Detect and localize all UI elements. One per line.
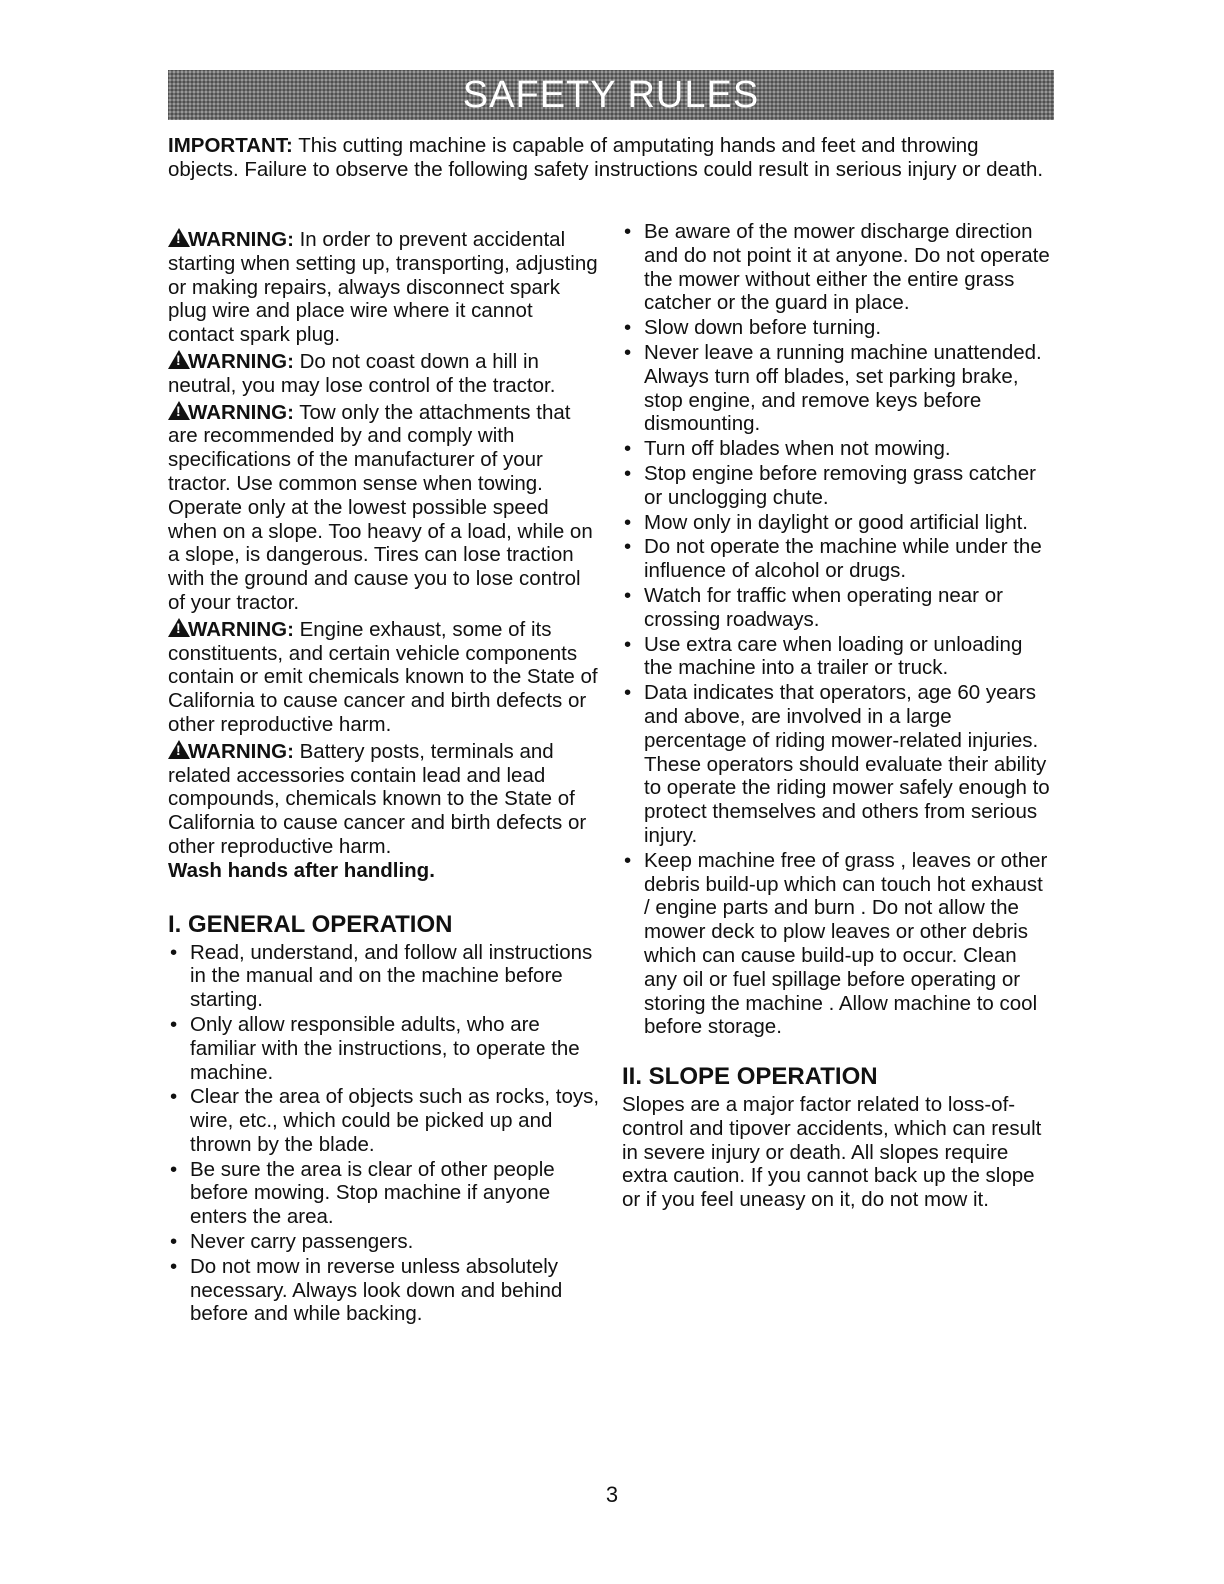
list-item: • Watch for traffic when operating near or crossing roadways.: [622, 584, 1054, 632]
warning-triangle-icon: [168, 228, 190, 247]
general-operation-list: [168, 941, 600, 1327]
left-column: [168, 228, 600, 1327]
important-notice: [168, 134, 1048, 181]
list-item: • Stop engine before removing grass catcher or unclogging chute.: [622, 462, 1054, 510]
warning-triangle-icon: [168, 350, 190, 369]
warning-text: In order to prevent accidental starting when setting up, transporting, adjusting or making repairs, always disconnect spark plug wire and place wire where it cannot contact spark plug.: [168, 228, 598, 347]
general-operation-heading: I. GENERAL OPERATION: [168, 910, 453, 938]
list-item: • Turn off blades when not mowing.: [622, 437, 1054, 461]
warning-engine-exhaust: [168, 618, 600, 737]
warning-label: WARNING:: [188, 617, 294, 641]
list-item: • Do not operate the machine while under the influence of alcohol or drugs.: [622, 535, 1054, 583]
warning-coast-downhill: [168, 350, 600, 398]
warning-towing: [168, 401, 600, 615]
list-item: • Use extra care when loading or unloading the machine into a trailer or truck.: [622, 633, 1054, 681]
wash-hands-notice: Wash hands after handling.: [168, 858, 435, 882]
warning-label: WARNING:: [188, 400, 294, 424]
warning-label: WARNING:: [188, 228, 294, 251]
list-item: • Data indicates that operators, age 60 years and above, are involved in a large percentage of riding mower-related injuries. These operators should evaluate their ability to operate the riding mower safely enough to protect themselves and others from serious injury.: [622, 681, 1054, 848]
list-item: • Slow down before turning.: [622, 316, 1054, 340]
warning-spark-plug: [168, 228, 600, 347]
important-label: IMPORTANT:: [168, 134, 293, 157]
page-title: SAFETY RULES: [462, 74, 760, 116]
slope-operation-text: Slopes are a major factor related to loss-of-control and tipover accidents, which can result in severe injury or death. All slopes require extra caution. If you cannot back up the slope or if you feel uneasy on it, do not mow it.: [622, 1093, 1042, 1212]
important-text: This cutting machine is capable of amputating hands and feet and throwing objects. Failure to observe the following safety instructions could result in serious injury or death.: [168, 134, 1044, 181]
general-operation-list-continued: [622, 220, 1054, 1039]
warning-triangle-icon: [168, 618, 190, 637]
slope-operation-heading: II. SLOPE OPERATION: [622, 1063, 878, 1091]
right-column: [622, 220, 1054, 1212]
list-item: • Only allow responsible adults, who are familiar with the instructions, to operate the machine.: [168, 1013, 600, 1084]
list-item: • Never carry passengers.: [168, 1230, 600, 1254]
warning-text: Do not coast down a hill in neutral, you may lose control of the tractor.: [168, 349, 556, 397]
warning-label: WARNING:: [188, 349, 294, 373]
warning-text: Engine exhaust, some of its constituents, and certain vehicle components contain or emit chemicals known to the State of California to cause cancer and birth defects or other reproductive harm.: [168, 617, 598, 736]
warning-battery-lead: [168, 740, 600, 859]
warning-label: WARNING:: [188, 739, 294, 763]
warning-triangle-icon: [168, 401, 190, 420]
list-item: • Keep machine free of grass , leaves or other debris build-up which can touch hot exhaust / engine parts and burn . Do not allow the mower deck to plow leaves or other debris which can cause build-up to occur. Clean any oil or fuel spillage before operating or storing the machine . Allow machine to cool before storage.: [622, 849, 1054, 1039]
warning-text: Battery posts, terminals and related accessories contain lead and lead compounds, chemicals known to the State of California to cause cancer and birth defects or other reproductive harm.: [168, 739, 587, 858]
list-item: • Never leave a running machine unattended. Always turn off blades, set parking brake, stop engine, and remove keys before dismounting.: [622, 341, 1054, 436]
page-number: 3: [605, 1482, 619, 1507]
list-item: • Mow only in daylight or good artificial light.: [622, 511, 1054, 535]
list-item: • Be aware of the mower discharge direction and do not point it at anyone. Do not operate the mower without either the entire grass catcher or the guard in place.: [622, 220, 1054, 315]
list-item: • Be sure the area is clear of other people before mowing. Stop machine if anyone enters the area.: [168, 1158, 600, 1229]
list-item: • Do not mow in reverse unless absolutely necessary. Always look down and behind before and while backing.: [168, 1255, 600, 1326]
warning-triangle-icon: [168, 740, 190, 759]
warning-text: Tow only the attachments that are recommended by and comply with specifications of the manufacturer of your tractor. Use common sense when towing. Operate only at the lowest possible speed when on a slope. Too heavy of a load, while on a slope, is dangerous. Tires can lose traction with the ground and cause you to lose control of your tractor.: [168, 400, 593, 614]
list-item: • Clear the area of objects such as rocks, toys, wire, etc., which could be picked up and thrown by the blade.: [168, 1085, 600, 1156]
list-item: • Read, understand, and follow all instructions in the manual and on the machine before starting.: [168, 941, 600, 1012]
safety-rules-banner: [168, 70, 1054, 120]
